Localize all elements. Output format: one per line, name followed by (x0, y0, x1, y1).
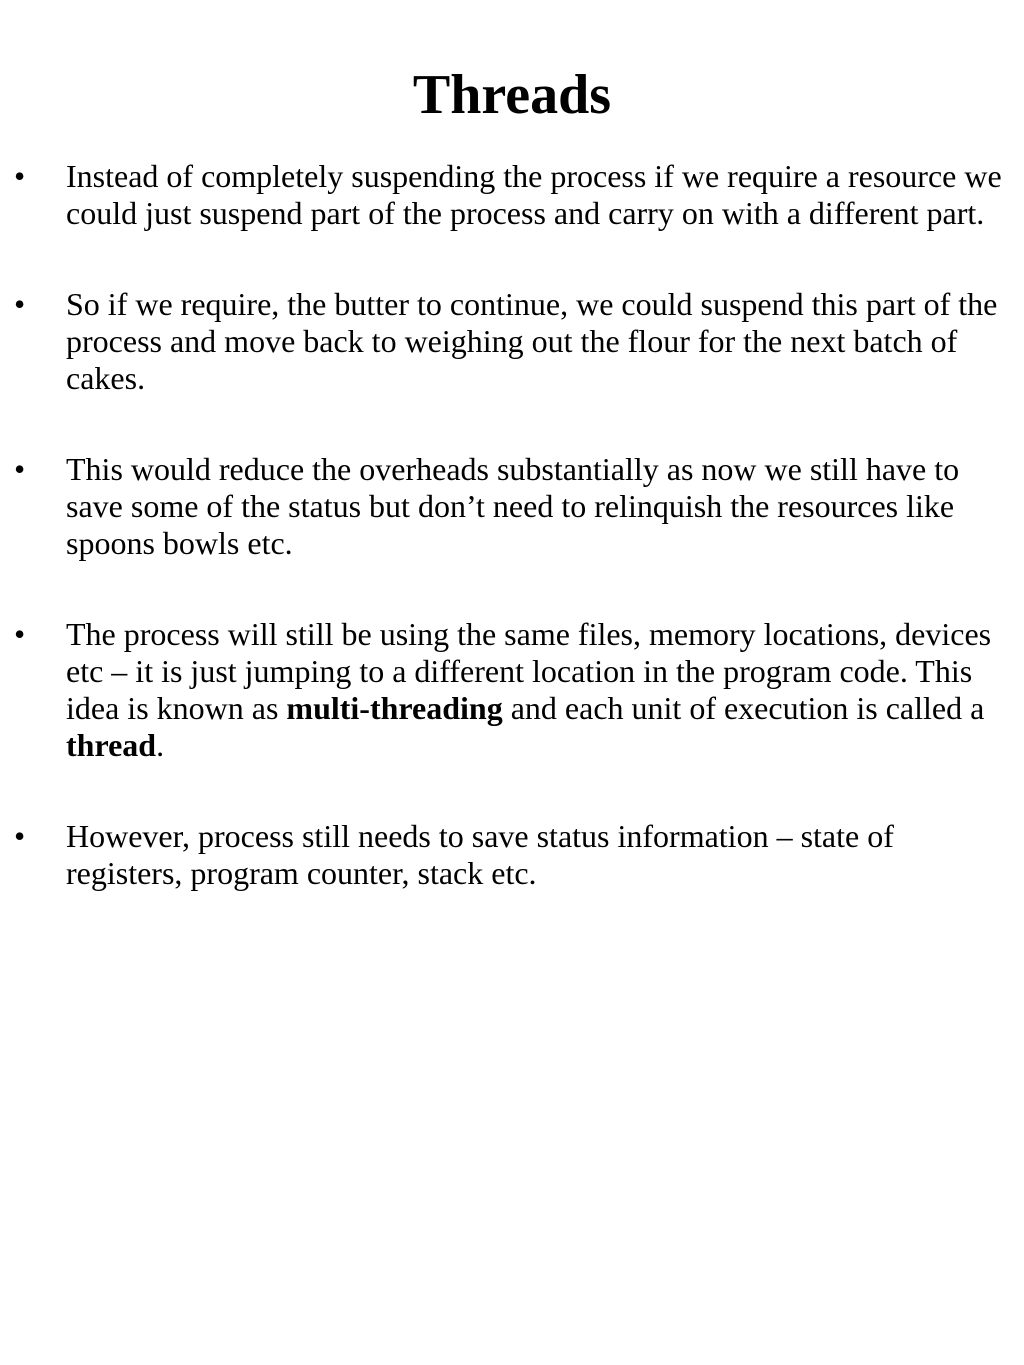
slide-title: Threads (412, 64, 612, 126)
bullet-text: So if we require, the butter to continue, we could suspend this part of the process and move back to weighing out the flour for the next batch of cakes. (66, 286, 998, 396)
term-multi-threading: multi-threading (286, 690, 503, 726)
bullet-icon: • (14, 451, 26, 487)
bullet-text-segment: and each unit of execution is called a (502, 690, 985, 726)
bullet-text: Instead of completely suspending the process if we require a resource we could just suspend part of the process and carry on with a different part. (66, 158, 1002, 231)
term-thread: thread (66, 727, 157, 763)
bullet-item (0, 286, 1024, 397)
bullet-item (0, 451, 1024, 562)
bullet-text (66, 616, 991, 763)
bullet-item (0, 616, 1024, 764)
bullet-item (0, 158, 1024, 232)
bullet-icon: • (14, 286, 26, 322)
bullet-item (0, 818, 1024, 892)
bullet-text: However, process still needs to save status information – state of registers, program counter, stack etc. (66, 818, 894, 891)
bullet-icon: • (14, 158, 26, 194)
bullet-icon: • (14, 616, 26, 652)
bullet-text-segment: The process will still be using the same files, memory locations, devices etc – it is just jumping to a different location in the program code. This idea is known as (66, 616, 992, 726)
bullet-list (0, 158, 1024, 946)
bullet-text-segment: . (156, 727, 165, 763)
bullet-text: This would reduce the overheads substantially as now we still have to save some of the status but don’t need to relinquish the resources like spoons bowls etc. (66, 451, 960, 561)
bullet-icon: • (14, 818, 26, 854)
